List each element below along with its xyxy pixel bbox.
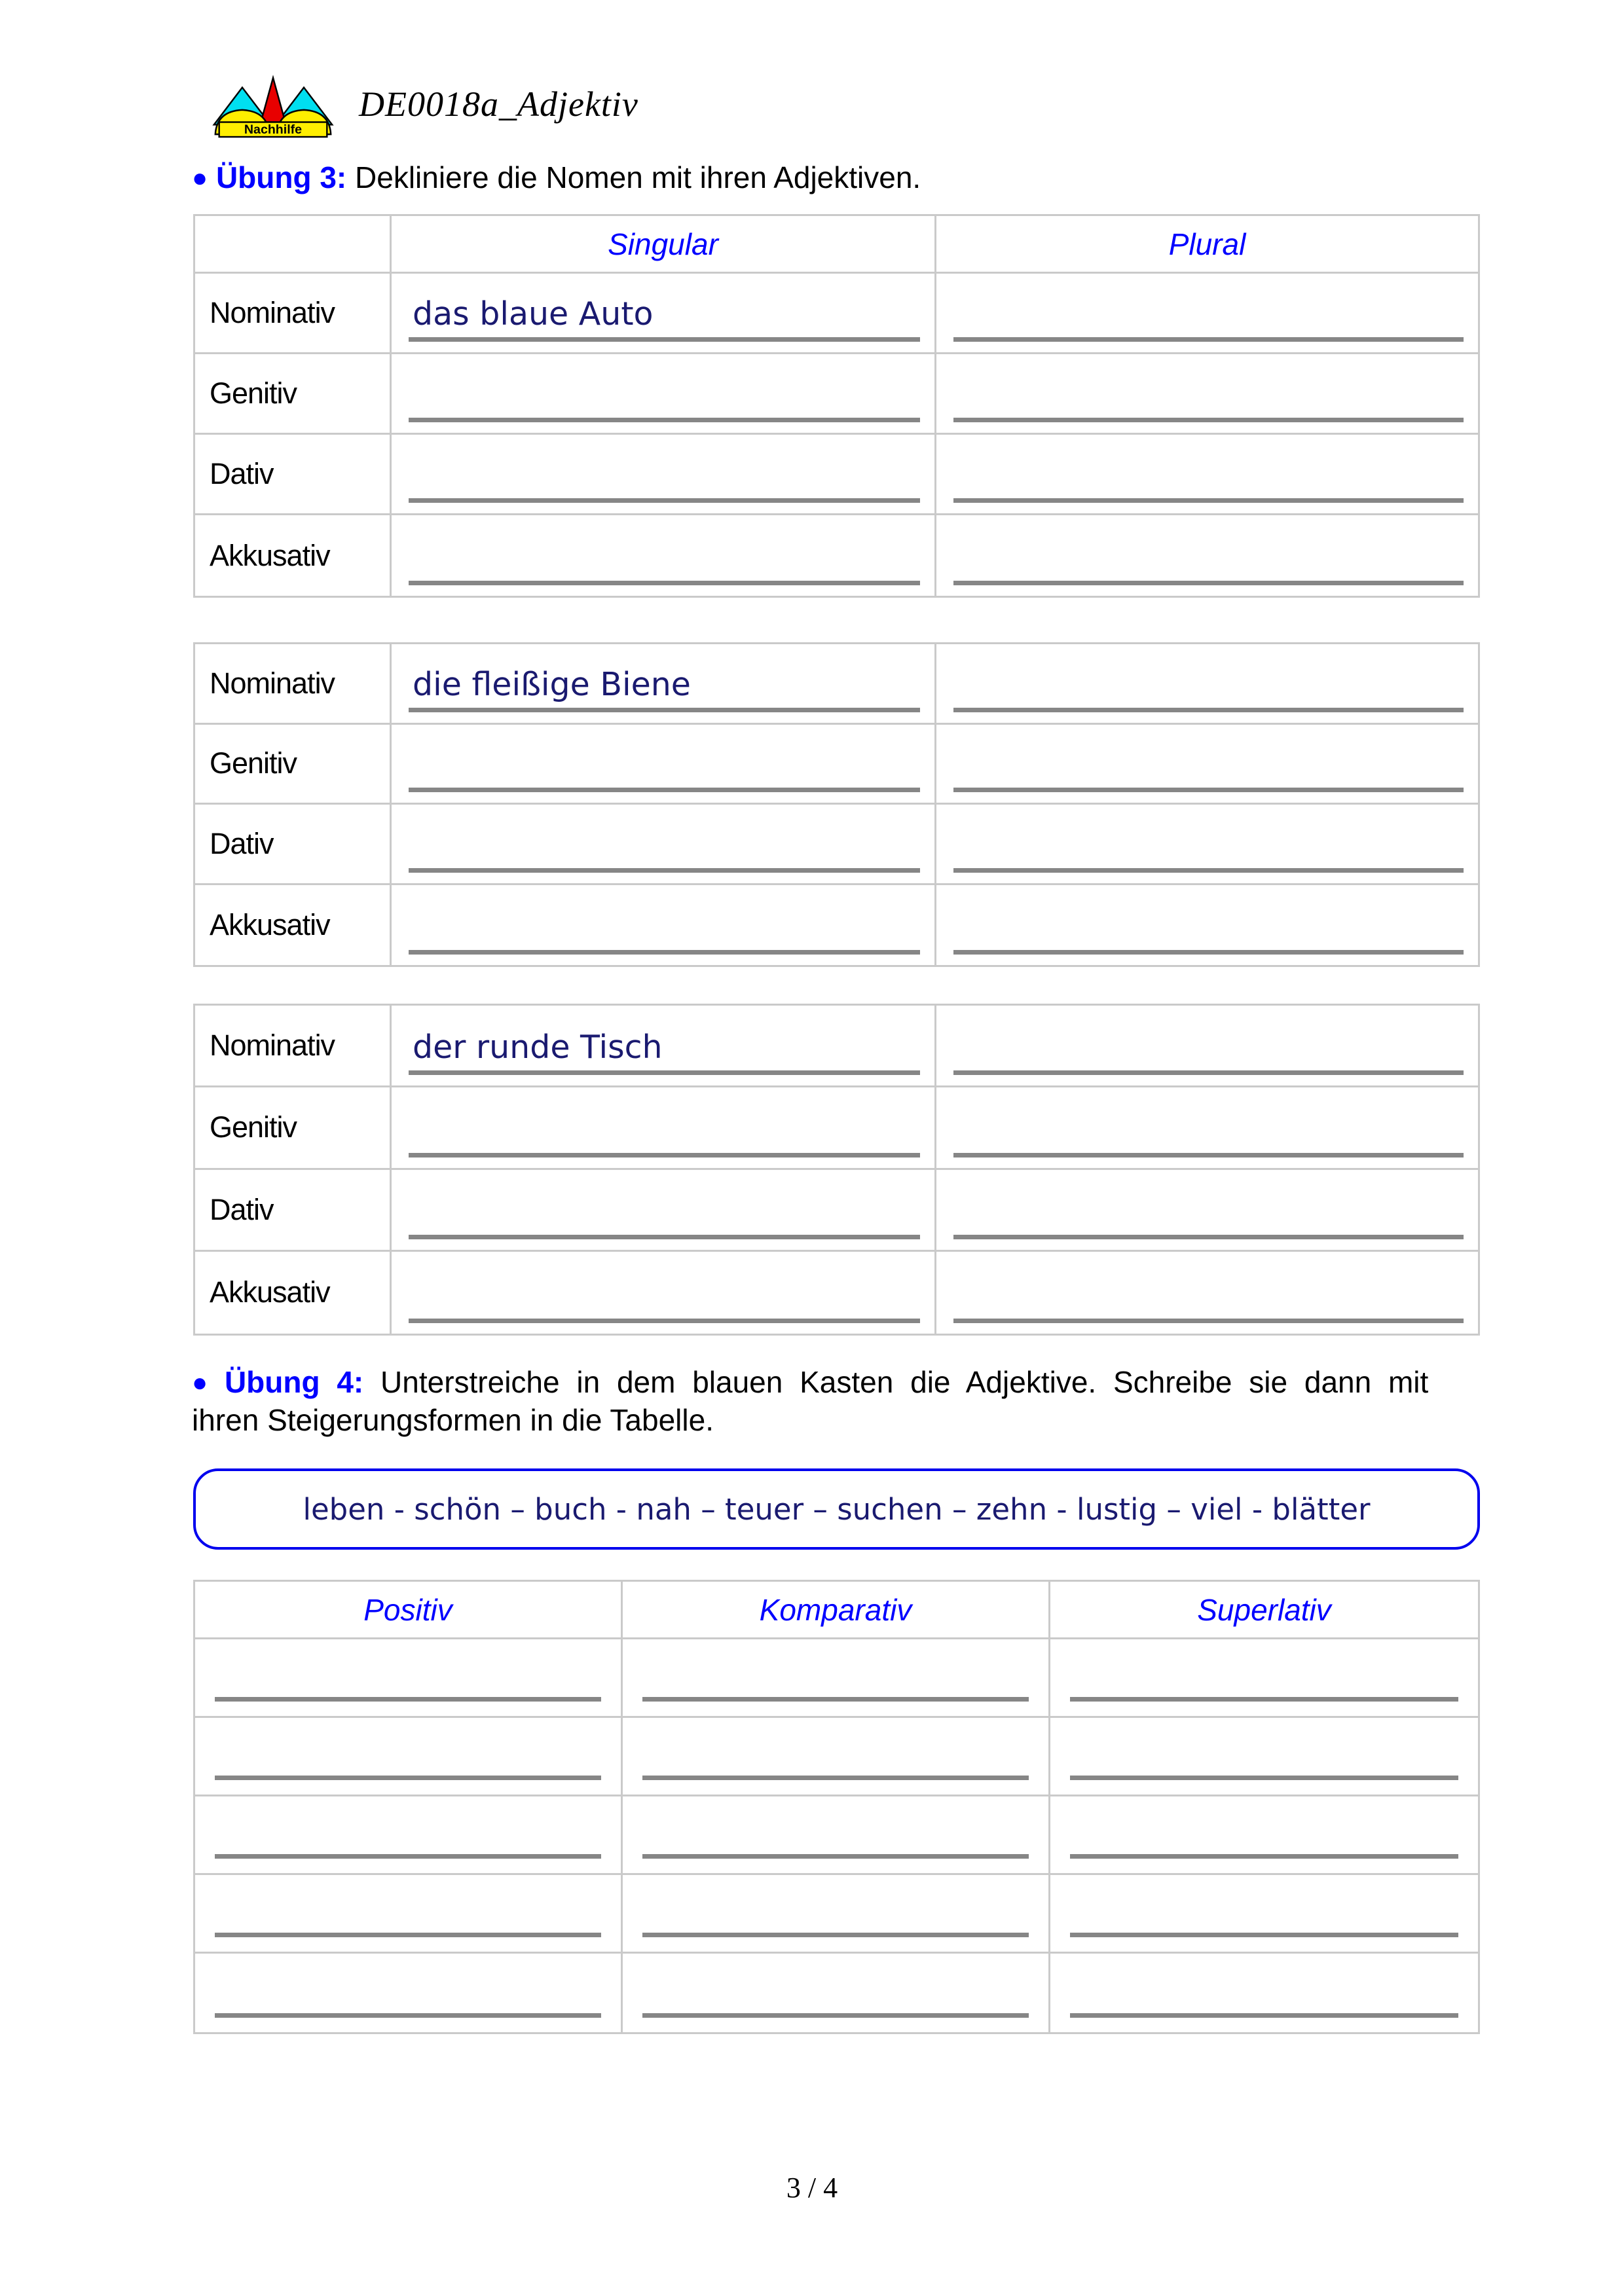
entry-cell <box>392 805 936 885</box>
fill-in-line <box>953 1153 1464 1157</box>
fill-in-line <box>215 2013 601 2018</box>
fill-in-line <box>409 1153 920 1157</box>
entry-cell <box>195 1639 623 1718</box>
entry-cell <box>392 515 936 596</box>
entry-cell <box>392 435 936 515</box>
fill-in-line <box>409 498 920 503</box>
exercise4-instruction-line1: Unterstreiche in dem blauen Kasten die Adjektive. Schreibe sie dann mit <box>380 1365 1429 1399</box>
fill-in-line <box>215 1854 601 1859</box>
entry-cell <box>1050 1954 1478 2032</box>
word-box-words: leben - schön – buch - nah – teuer – suchen – zehn - lustig – viel - blätter <box>303 1491 1371 1527</box>
row-label-genitiv: Genitiv <box>195 1087 392 1169</box>
entry-cell <box>936 644 1478 725</box>
comparison-table <box>193 1580 1480 2034</box>
entry-cell <box>1050 1796 1478 1875</box>
exercise4-instruction-line2: ihren Steigerungsformen in die Tabelle. <box>192 1403 714 1437</box>
fill-in-line <box>215 1933 601 1937</box>
entry-cell <box>392 644 936 725</box>
exercise4-label: Übung 4: <box>224 1365 364 1399</box>
fill-in-line <box>409 1235 920 1239</box>
fill-in-line <box>215 1697 601 1702</box>
fill-in-line <box>1070 1933 1458 1937</box>
fill-in-line <box>215 1776 601 1780</box>
row-label-dativ: Dativ <box>195 805 392 885</box>
exercise3-label: Übung 3: <box>215 160 347 194</box>
fill-in-line <box>953 788 1464 792</box>
entry-cell <box>623 1954 1050 2032</box>
entry-cell <box>936 1087 1478 1169</box>
fill-in-line <box>953 950 1464 955</box>
row-label-dativ: Dativ <box>195 1170 392 1252</box>
entry-cell <box>195 1875 623 1954</box>
superlativ-header: Superlativ <box>1050 1582 1478 1639</box>
row-label-akkusativ: Akkusativ <box>195 515 392 596</box>
fill-in-line <box>642 1933 1029 1937</box>
fill-in-line <box>409 418 920 422</box>
fill-in-line <box>1070 2013 1458 2018</box>
fill-in-line <box>953 498 1464 503</box>
row-label-akkusativ: Akkusativ <box>195 885 392 966</box>
entry-cell <box>392 1087 936 1169</box>
row-label-akkusativ: Akkusativ <box>195 1252 392 1334</box>
fill-in-line <box>409 1319 920 1323</box>
fill-in-line <box>409 581 920 585</box>
entry-cell <box>1050 1875 1478 1954</box>
logo-label-text: Nachhilfe <box>244 122 303 137</box>
fill-in-line <box>642 1776 1029 1780</box>
plural-header: Plural <box>936 216 1478 274</box>
entry-cell <box>392 1006 936 1087</box>
document-title: DE0018a_Adjektiv <box>359 84 638 124</box>
row-label-dativ: Dativ <box>195 435 392 515</box>
entry-cell <box>936 435 1478 515</box>
bullet-icon: ● <box>192 164 208 192</box>
entry-cell <box>936 725 1478 805</box>
entry-cell <box>936 274 1478 354</box>
row-label-nominativ: Nominativ <box>195 644 392 725</box>
fill-in-line <box>953 581 1464 585</box>
fill-in-line <box>409 337 920 342</box>
fill-in-line <box>409 708 920 712</box>
entry-cell <box>936 515 1478 596</box>
fill-in-line <box>409 788 920 792</box>
fill-in-line <box>953 1235 1464 1239</box>
entry-cell <box>392 1252 936 1334</box>
handwritten-answer: der runde Tisch <box>413 1029 663 1066</box>
declension-table-1 <box>193 214 1480 598</box>
entry-cell <box>392 725 936 805</box>
entry-cell <box>195 1718 623 1796</box>
entry-cell <box>623 1718 1050 1796</box>
bullet-icon: ● <box>192 1368 208 1397</box>
exercise3-instruction: Dekliniere die Nomen mit ihren Adjektiven. <box>355 160 921 194</box>
entry-cell <box>623 1639 1050 1718</box>
fill-in-line <box>642 1697 1029 1702</box>
komparativ-header: Komparativ <box>623 1582 1050 1639</box>
fill-in-line <box>1070 1776 1458 1780</box>
entry-cell <box>936 885 1478 966</box>
entry-cell <box>936 1252 1478 1334</box>
row-label-nominativ: Nominativ <box>195 274 392 354</box>
declension-table-3 <box>193 1004 1480 1336</box>
fill-in-line <box>409 1070 920 1075</box>
row-label-nominativ: Nominativ <box>195 1006 392 1087</box>
entry-cell <box>195 1954 623 2032</box>
singular-header: Singular <box>392 216 936 274</box>
fill-in-line <box>953 1319 1464 1323</box>
entry-cell <box>392 1170 936 1252</box>
entry-cell <box>936 1006 1478 1087</box>
fill-in-line <box>953 708 1464 712</box>
handwritten-answer: die fleißige Biene <box>413 665 691 703</box>
fill-in-line <box>953 1070 1464 1075</box>
entry-cell <box>392 354 936 435</box>
fill-in-line <box>953 337 1464 342</box>
fill-in-line <box>953 418 1464 422</box>
entry-cell <box>1050 1718 1478 1796</box>
entry-cell <box>392 885 936 966</box>
fill-in-line <box>1070 1854 1458 1859</box>
entry-cell <box>623 1796 1050 1875</box>
exercise4-instruction-line1-wrap <box>192 1364 1481 1402</box>
fill-in-line <box>1070 1697 1458 1702</box>
entry-cell <box>936 1170 1478 1252</box>
fill-in-line <box>409 950 920 955</box>
fill-in-line <box>409 868 920 873</box>
entry-cell <box>392 274 936 354</box>
entry-cell <box>936 805 1478 885</box>
row-label-genitiv: Genitiv <box>195 354 392 435</box>
word-box <box>193 1468 1480 1550</box>
entry-cell <box>623 1875 1050 1954</box>
entry-cell <box>936 354 1478 435</box>
positiv-header: Positiv <box>195 1582 623 1639</box>
handwritten-answer: das blaue Auto <box>413 295 654 333</box>
fill-in-line <box>953 868 1464 873</box>
exercise3-heading <box>192 159 1481 197</box>
entry-cell <box>195 1796 623 1875</box>
page-number: 3 / 4 <box>786 2172 838 2204</box>
declension-table-2 <box>193 642 1480 967</box>
logo-flame-icon <box>261 78 285 122</box>
nachhilfe-logo <box>208 75 338 139</box>
fill-in-line <box>642 2013 1029 2018</box>
exercise4-heading <box>192 1364 1481 1439</box>
fill-in-line <box>642 1854 1029 1859</box>
entry-cell <box>1050 1639 1478 1718</box>
corner-cell <box>195 216 392 274</box>
row-label-genitiv: Genitiv <box>195 725 392 805</box>
